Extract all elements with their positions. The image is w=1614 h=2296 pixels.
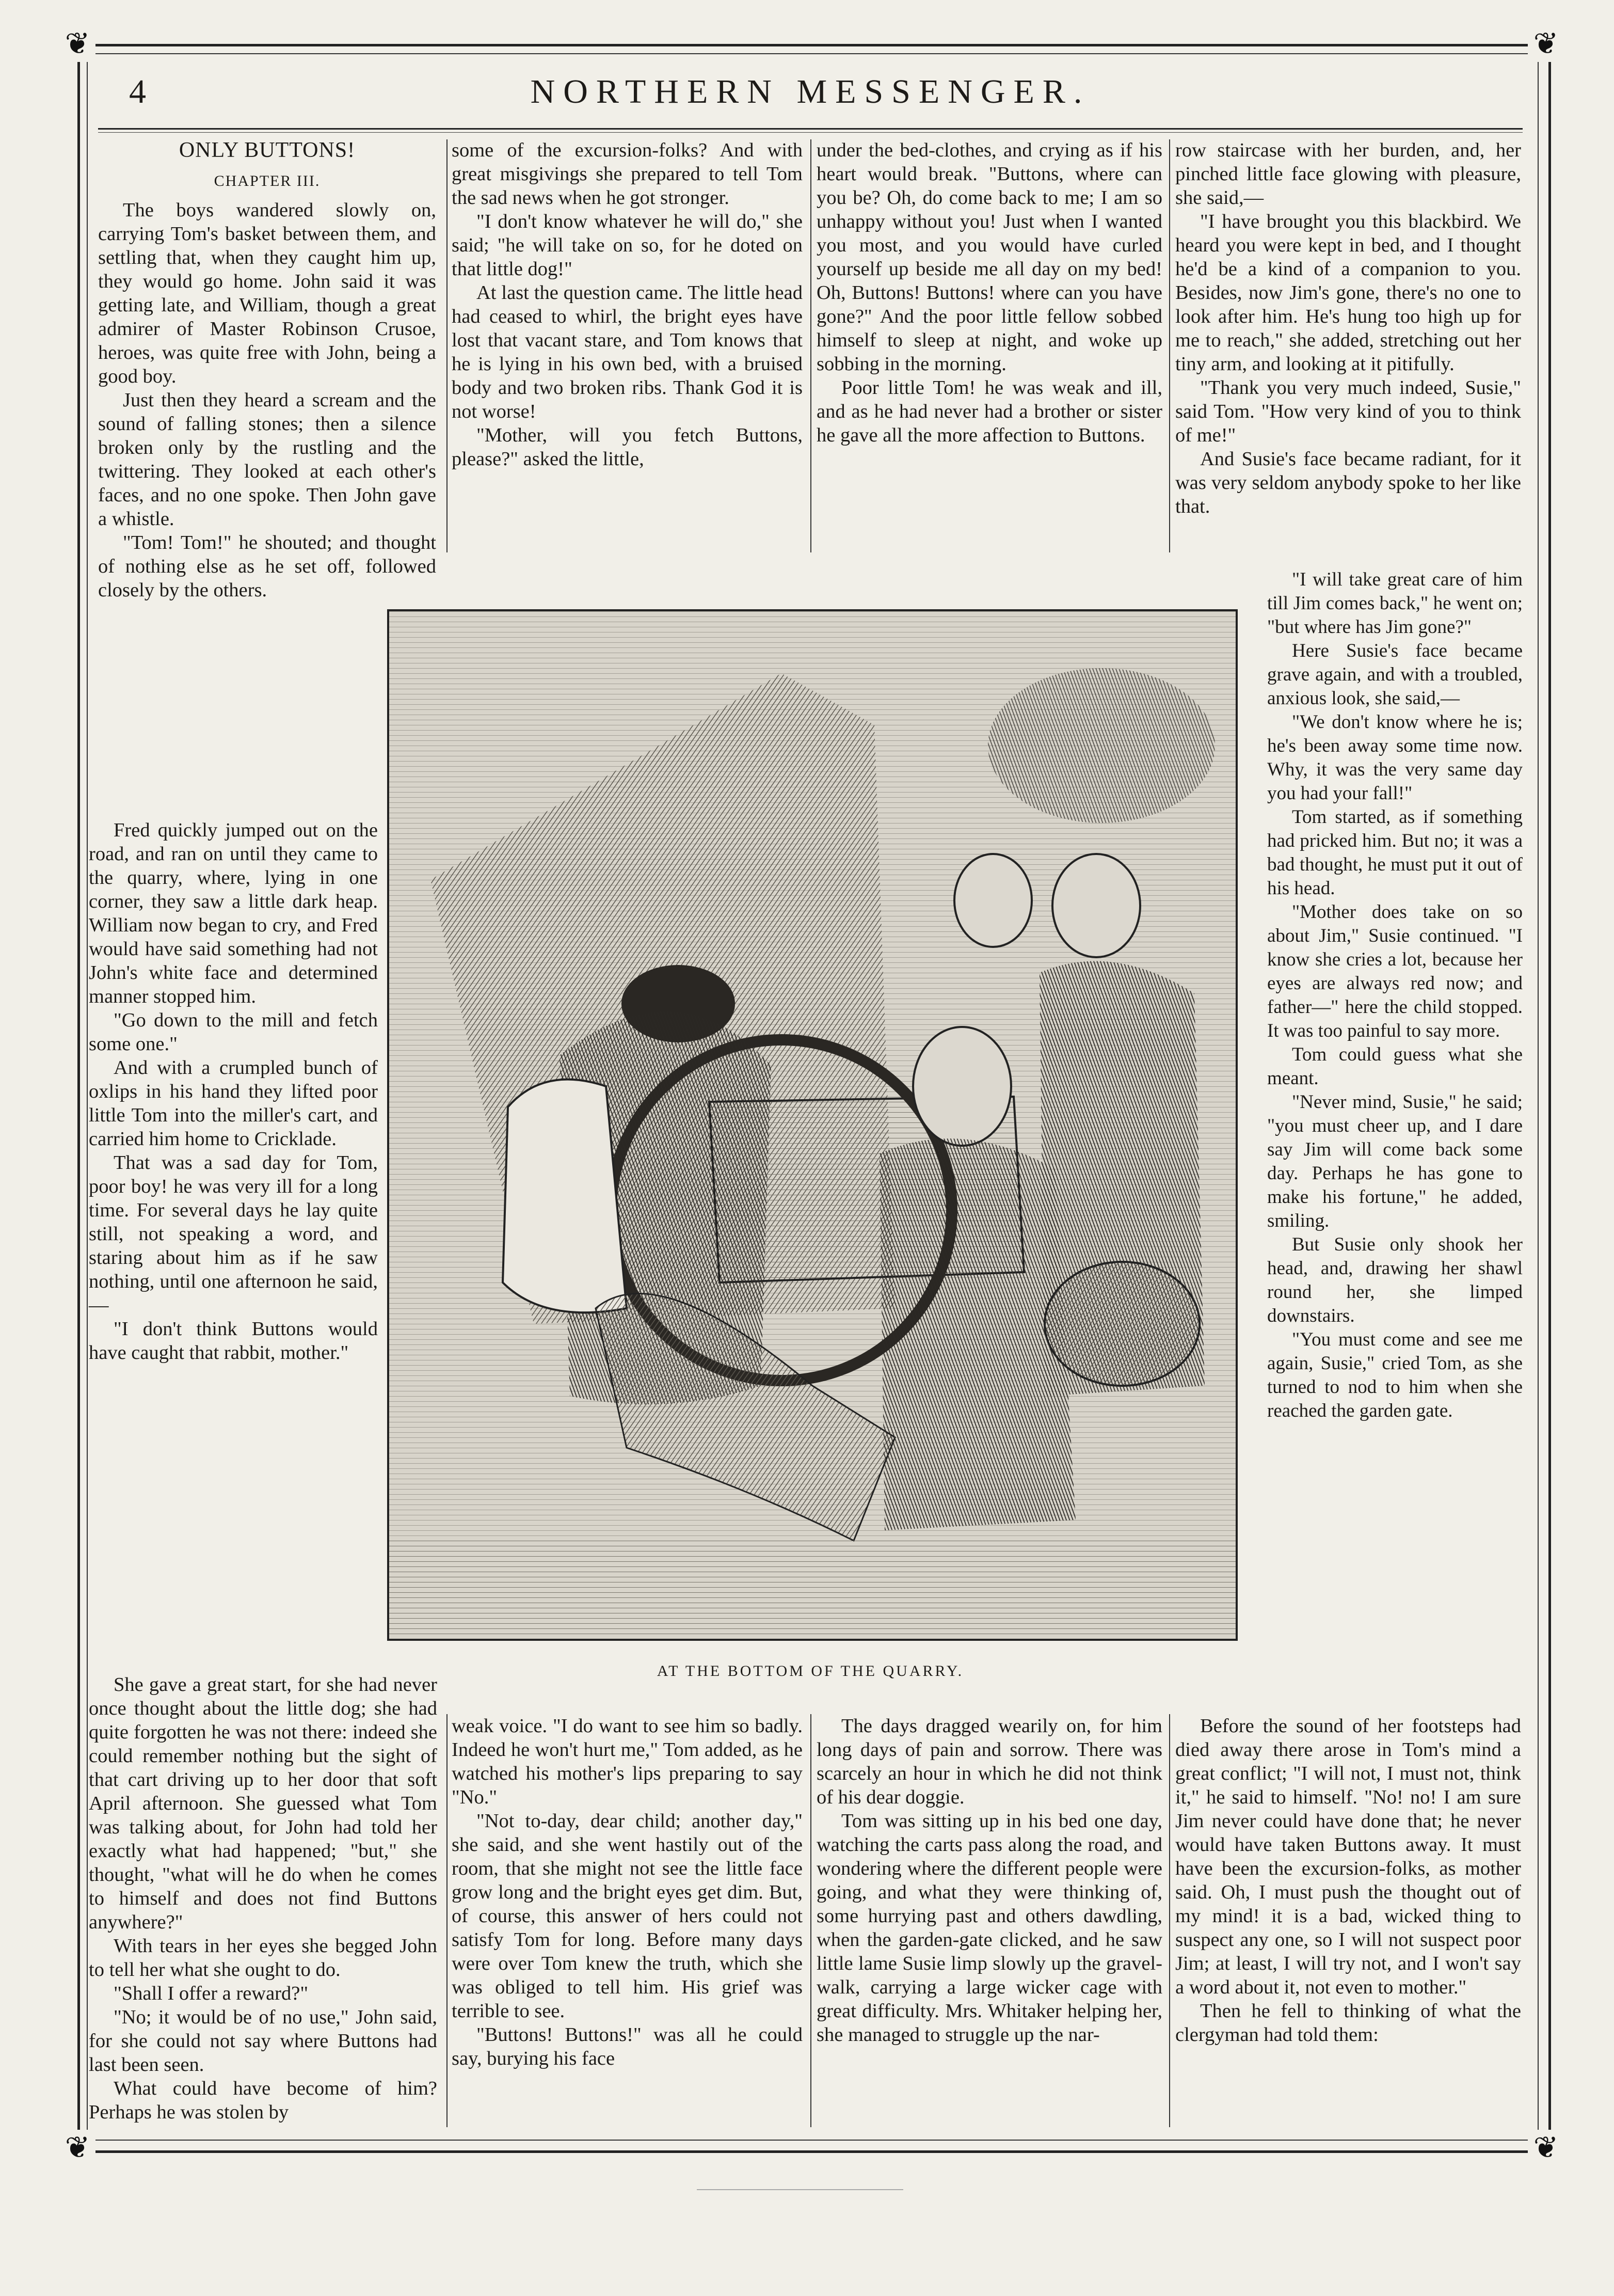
column-1-top [98, 138, 436, 602]
paragraph: "Mother does take on so about Jim," Susie continued. "I know she cries a lot, because her eyes are always red now; and father—" here the child stopped. It was too painful to say more. [1267, 901, 1523, 1041]
column-divider [810, 139, 811, 552]
column-1-narrow [89, 818, 378, 1365]
column-4-bottom [1175, 1714, 1521, 2047]
paragraph: weak voice. "I do want to see him so badly. Indeed he won't hurt me," Tom added, as he watched his mother's lips preparing to say "No." [452, 1715, 803, 1808]
column-2-top [452, 138, 803, 471]
page-number: 4 [129, 73, 146, 110]
paragraph: Just then they heard a scream and the sound of falling stones; then a silence broken only by the rustling and the twittering. They looked at each other's faces, and no one spoke. Then John gave a whistle. [98, 389, 436, 530]
paragraph: "We don't know where he is; he's been away some time now. Why, it was the very same day you had your fall!" [1267, 711, 1523, 804]
column-4-narrow [1267, 568, 1523, 1423]
column-divider [810, 1714, 811, 2127]
quarry-scene-image [389, 611, 1236, 1639]
paragraph: With tears in her eyes she begged John to tell her what she ought to do. [89, 1935, 437, 1981]
paragraph: She gave a great start, for she had never once thought about the little dog; she had quite forgotten he was not there: indeed she could remember nothing but the sight of that cart driving up to her door that soft April afternoon. She guessed what Tom was talking about, for John had told her exactly what had happened; "but," she thought, "what will he do when he comes to himself and does not find Buttons anywhere?" [89, 1674, 437, 1933]
paragraph: Before the sound of her footsteps had died away there arose in Tom's mind a great conflict; "I will not, I must not, think it," he said to himself. "No! no! I am sure Jim never could have done that; he never would have taken Buttons away. It must have been the excursion-folks, as mother said. Oh, I must push the thought out of my mind! it is a bad, wicked thing to suspect any one, so I will not suspect poor Jim; at least, I will try not, and I won't say a word about it, not even to mother." [1175, 1715, 1521, 1998]
paragraph: The boys wandered slowly on, carrying Tom's basket between them, and settling that, when they caught him up, they would go home. John said it was getting late, and William, though a great admirer of Master Robinson Crusoe, heroes, was quite free with John, being a good boy. [98, 199, 436, 387]
header-rule [98, 128, 1523, 130]
column-3-bottom [817, 1714, 1162, 2047]
corner-ornament-bottom-right: ❦ [1528, 2130, 1564, 2166]
paragraph: "Never mind, Susie," he said; "you must cheer up, and I dare say Jim will come back some day. Perhaps he has gone to make his fortune," he added, smiling. [1267, 1091, 1523, 1231]
paragraph: The days dragged wearily on, for him long days of pain and sorrow. There was scarcely an hour in which he did not think of his dear doggie. [817, 1715, 1162, 1808]
paragraph: "Thank you very much indeed, Susie," said Tom. "How very kind of you to think of me!" [1175, 377, 1521, 446]
column-2-bottom [452, 1714, 803, 2070]
paragraph: row staircase with her burden, and, her pinched little face glowing with pleasure, she said,— [1175, 139, 1521, 209]
paragraph: "Shall I offer a reward?" [114, 1983, 309, 2004]
paragraph: "I don't know whatever he will do," she said; "he will take on so, for he doted on that little dog!" [452, 211, 803, 280]
paragraph: "I have brought you this blackbird. We heard you were kept in bed, and I thought he'd be a kind of a companion to you. Besides, now Jim's gone, there's no one to look after him. He's hung too high up for me to reach," she added, stretching out her tiny arm, and looking at it pitifully. [1175, 211, 1521, 375]
paragraph: Tom started, as if something had pricked him. But no; it was a bad thought, he must put it out of his head. [1267, 806, 1523, 899]
paragraph: Fred quickly jumped out on the road, and ran on until they came to the quarry, where, lying in one corner, they saw a little dark heap. William now began to cry, and Fred would have said something had not John's white face and determined manner stopped him. [89, 819, 378, 1007]
paragraph: "Go down to the mill and fetch some one." [89, 1009, 378, 1055]
paragraph: Here Susie's face became grave again, and with a troubled, anxious look, she said,— [1267, 640, 1523, 709]
page-header [98, 72, 1523, 124]
corner-ornament-top-left: ❦ [59, 26, 95, 62]
story-title: ONLY BUTTONS! [179, 138, 356, 162]
paragraph: But Susie only shook her head, and, drawing her shawl round her, she limped downstairs. [1267, 1234, 1523, 1326]
header-rule-thin [98, 132, 1523, 133]
footer-ornament [697, 2168, 903, 2190]
corner-ornament-bottom-left: ❦ [59, 2130, 95, 2166]
paragraph: Then he fell to thinking of what the clergyman had told them: [1175, 2000, 1521, 2046]
masthead: NORTHERN MESSENGER. [530, 73, 1091, 110]
paragraph: under the bed-clothes, and crying as if his heart would break. "Buttons, where can you be? Oh, do come back to me; I am so unhappy without you! Just when I wanted you most, and you would have curled yourself up beside me all day on my bed! Oh, Buttons! Buttons! where can you have gone?" And the poor little fellow sobbed himself to sleep at night, and woke up sobbing in the morning. [817, 139, 1162, 375]
chapter-heading: CHAPTER III. [214, 172, 321, 189]
paragraph: At last the question came. The little head had ceased to whirl, the bright eyes have lost that vacant stare, and Tom knows that he is lying in his own bed, with a bruised body and two broken ribs. Thank God it is not worse! [452, 282, 803, 422]
paragraph: "You must come and see me again, Susie," cried Tom, as she turned to nod to him when she reached the garden gate. [1267, 1329, 1523, 1421]
paragraph: "Tom! Tom!" he shouted; and thought of nothing else as he set off, followed closely by the others. [98, 532, 436, 601]
paragraph: That was a sad day for Tom, poor boy! he was very ill for a long time. For several days he lay quite still, not speaking a word, and staring about him as if he saw nothing, until one afternoon he said,— [89, 1152, 378, 1316]
paragraph: Tom could guess what she meant. [1267, 1044, 1523, 1089]
paragraph: "Mother, will you fetch Buttons, please?" asked the little, [452, 424, 803, 470]
paragraph: Tom was sitting up in his bed one day, watching the carts pass along the road, and wondering where the different people were going, and what they were thinking of, some hurrying past and others dawdling, when the garden-gate clicked, and he saw little lame Susie limp slowly up the gravel-walk, carrying a large wicker cage with great difficulty. Mrs. Whitaker helping her, she managed to struggle up the nar- [817, 1810, 1162, 2046]
paragraph: "Not to-day, dear child; another day," she said, and she went hastily out of the room, that she might not see the little face grow long and the bright eyes get dim. But, of course, this answer of hers could not satisfy Tom for long. Before many days were over Tom knew the truth, which she was obliged to tell him. His grief was terrible to see. [452, 1810, 803, 2022]
engraving-illustration [387, 609, 1238, 1641]
paragraph: "I will take great care of him till Jim comes back," he went on; "but where has Jim gone?" [1267, 569, 1523, 638]
illustration-caption: AT THE BOTTOM OF THE QUARRY. [657, 1662, 964, 1680]
paragraph: Poor little Tom! he was weak and ill, and as he had never had a brother or sister he gave all the more affection to Buttons. [817, 377, 1162, 446]
column-1-bottom [89, 1673, 437, 2124]
paragraph: And with a crumpled bunch of oxlips in his hand they lifted poor little Tom into the miller's cart, and carried him home to Cricklade. [89, 1057, 378, 1150]
paragraph: And Susie's face became radiant, for it was very seldom anybody spoke to her like that. [1175, 448, 1521, 517]
paragraph: some of the excursion-folks? And with great misgivings she prepared to tell Tom the sad news when he got stronger. [452, 139, 803, 209]
column-divider [1169, 139, 1170, 552]
column-divider [446, 1714, 448, 2127]
column-divider [1169, 1714, 1170, 2127]
column-3-top [817, 138, 1162, 447]
column-4-top [1175, 138, 1521, 518]
paragraph: "Buttons! Buttons!" was all he could say, burying his face [452, 2024, 803, 2069]
paragraph: "No; it would be of no use," John said, for she could not say where Buttons had last been seen. [89, 2006, 437, 2076]
column-divider [446, 139, 448, 552]
paragraph: What could have become of him? Perhaps he was stolen by [89, 2078, 437, 2123]
paragraph: "I don't think Buttons would have caught that rabbit, mother." [89, 1318, 378, 1364]
corner-ornament-top-right: ❦ [1528, 26, 1564, 62]
